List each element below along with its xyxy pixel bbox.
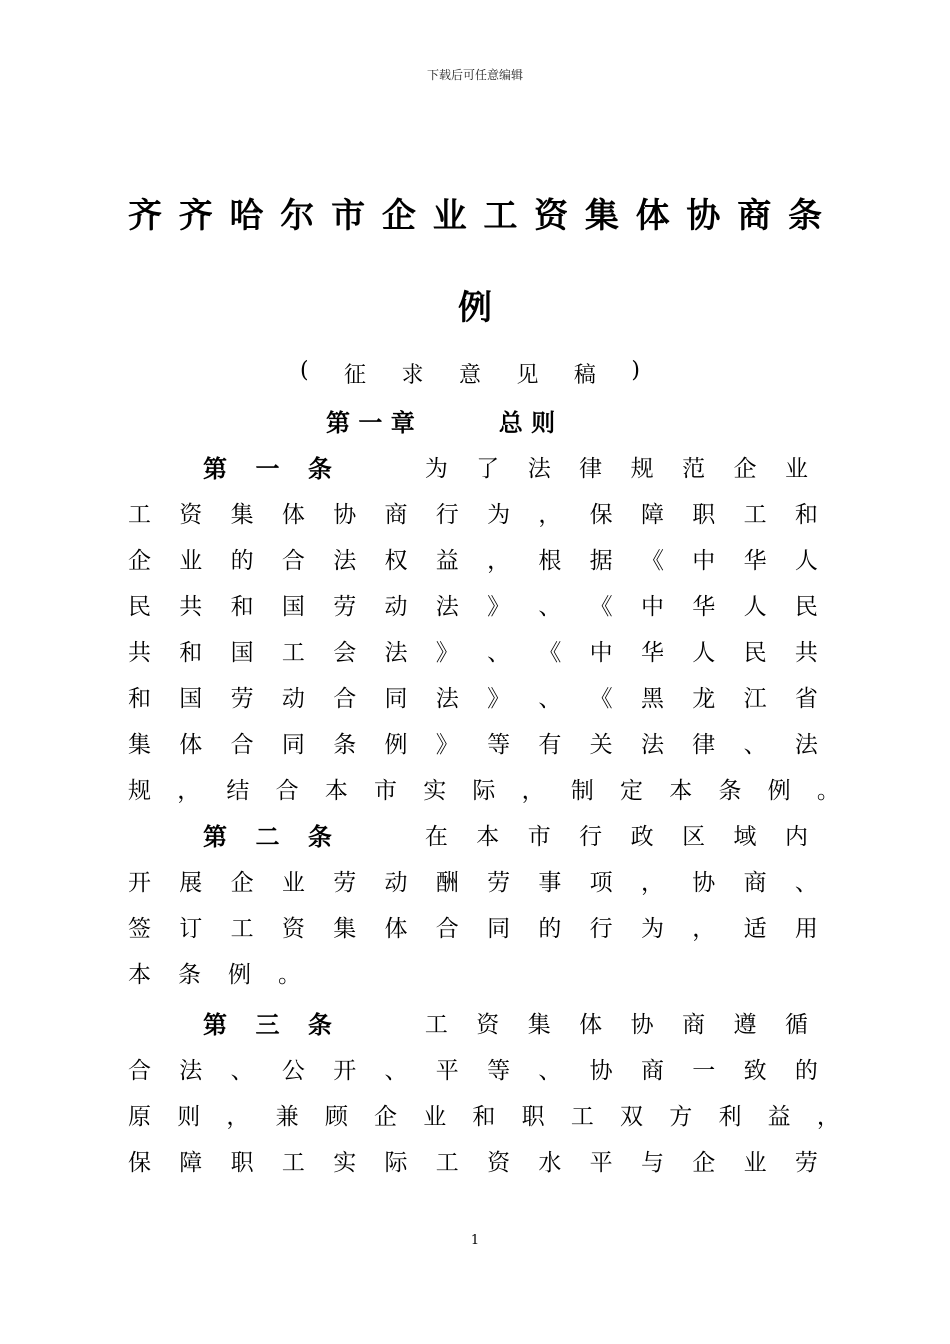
subtitle-char: 求 bbox=[401, 363, 424, 388]
title-char: 业 bbox=[432, 196, 467, 236]
text-char: 工 bbox=[281, 1149, 305, 1176]
text-char: 工 bbox=[570, 1103, 594, 1130]
text-char: 政 bbox=[630, 823, 654, 850]
text-char: 根 bbox=[538, 547, 562, 574]
document-title-line1 bbox=[128, 188, 822, 237]
text-char: 遵 bbox=[733, 1011, 757, 1038]
text-char: 和 bbox=[472, 1103, 496, 1130]
text-char: 体 bbox=[384, 915, 408, 942]
title-char: 企 bbox=[381, 196, 416, 236]
text-char: 同 bbox=[281, 731, 305, 758]
chapter-name: 总 则 bbox=[498, 409, 556, 437]
text-line bbox=[128, 860, 818, 900]
text-line bbox=[128, 676, 818, 716]
text-char: 例 bbox=[384, 731, 408, 758]
text-char: 本 bbox=[669, 777, 693, 804]
text-char: 实 bbox=[423, 777, 447, 804]
title-char: 工 bbox=[483, 196, 518, 236]
text-char: 黑 bbox=[640, 685, 664, 712]
text-char: 工 bbox=[281, 639, 305, 666]
text-char: 和 bbox=[230, 593, 254, 620]
text-char: 、 bbox=[538, 685, 562, 712]
text-char: 》 bbox=[487, 685, 511, 712]
text-char: 有 bbox=[538, 731, 562, 758]
text-char: 为 bbox=[424, 455, 448, 482]
title-char: 体 bbox=[635, 196, 670, 236]
text-char: 》 bbox=[435, 639, 459, 666]
text-char: 中 bbox=[640, 593, 664, 620]
text-char: 等 bbox=[487, 731, 511, 758]
text-char: 业 bbox=[784, 455, 808, 482]
text-char: 、 bbox=[487, 639, 511, 666]
text-char: 与 bbox=[640, 1149, 664, 1176]
text-char: 华 bbox=[692, 593, 716, 620]
text-char: 动 bbox=[281, 685, 305, 712]
text-char: 共 bbox=[128, 639, 151, 666]
text-char: 的 bbox=[538, 915, 562, 942]
text-char: 中 bbox=[589, 639, 613, 666]
text-char: 法 bbox=[435, 593, 459, 620]
text-char: 动 bbox=[384, 593, 408, 620]
text-char: 双 bbox=[620, 1103, 644, 1130]
title-char: 商 bbox=[737, 196, 772, 236]
subtitle-draft-note bbox=[300, 358, 640, 389]
text-char: 合 bbox=[230, 731, 254, 758]
text-char: 劳 bbox=[487, 869, 511, 896]
text-char: 法 bbox=[527, 455, 551, 482]
text-line bbox=[128, 722, 818, 762]
text-char: 协 bbox=[333, 501, 357, 528]
text-char: 省 bbox=[794, 685, 818, 712]
text-char: 民 bbox=[794, 593, 818, 620]
article-first-line bbox=[203, 446, 808, 486]
title-char: 哈 bbox=[229, 196, 264, 236]
text-char: 职 bbox=[230, 1149, 254, 1176]
text-char: 域 bbox=[733, 823, 757, 850]
text-char: 国 bbox=[230, 639, 254, 666]
text-char: 一 bbox=[692, 1057, 716, 1084]
text-char: ， bbox=[226, 1103, 250, 1130]
text-char: 内 bbox=[784, 823, 808, 850]
text-char: 民 bbox=[128, 593, 151, 620]
text-char: 际 bbox=[384, 1149, 408, 1176]
text-char: 障 bbox=[640, 501, 664, 528]
text-char: 规 bbox=[128, 777, 151, 804]
title-char: 齐 bbox=[128, 196, 162, 236]
text-char: 水 bbox=[538, 1149, 562, 1176]
text-char: 定 bbox=[620, 777, 644, 804]
page-header: 下载后可任意编辑 bbox=[426, 68, 523, 82]
text-line bbox=[128, 1140, 818, 1180]
title-char: 集 bbox=[584, 196, 619, 236]
text-char: 企 bbox=[230, 869, 254, 896]
text-char: 为 bbox=[640, 915, 664, 942]
text-char: 保 bbox=[128, 1149, 151, 1176]
text-char: 共 bbox=[794, 639, 818, 666]
text-char: 权 bbox=[384, 547, 408, 574]
text-line bbox=[128, 630, 818, 670]
text-char: 利 bbox=[718, 1103, 742, 1130]
text-char: 本 bbox=[324, 777, 348, 804]
text-char: 例 bbox=[767, 777, 791, 804]
text-char: 和 bbox=[128, 685, 151, 712]
text-char: 合 bbox=[333, 685, 357, 712]
text-char: 公 bbox=[281, 1057, 305, 1084]
text-char: 合 bbox=[275, 777, 299, 804]
text-char: 法 bbox=[435, 685, 459, 712]
text-char: 行 bbox=[589, 915, 613, 942]
text-char: ， bbox=[816, 1103, 840, 1130]
text-char: 开 bbox=[128, 869, 151, 896]
text-char: 。 bbox=[816, 777, 840, 804]
text-char: ， bbox=[692, 915, 716, 942]
text-char: 人 bbox=[794, 547, 818, 574]
text-char: 协 bbox=[692, 869, 716, 896]
text-char: 业 bbox=[423, 1103, 447, 1130]
text-char: 制 bbox=[570, 777, 594, 804]
chapter-number: 第 一 章 bbox=[326, 409, 415, 437]
text-char: 市 bbox=[374, 777, 398, 804]
subtitle-char: 稿 bbox=[573, 363, 596, 388]
text-line bbox=[128, 1048, 818, 1088]
text-char: 体 bbox=[579, 1011, 603, 1038]
text-char: 例 bbox=[228, 961, 251, 988]
text-char: 企 bbox=[128, 547, 151, 574]
title-char: 齐 bbox=[178, 196, 213, 236]
text-char: 方 bbox=[669, 1103, 693, 1130]
text-char: 适 bbox=[743, 915, 767, 942]
text-char: 国 bbox=[179, 685, 203, 712]
text-char: 工 bbox=[435, 1149, 459, 1176]
text-char: 结 bbox=[226, 777, 250, 804]
text-char: 本 bbox=[128, 961, 151, 988]
text-char: 益 bbox=[435, 547, 459, 574]
text-char: 民 bbox=[743, 639, 767, 666]
text-char: 行 bbox=[435, 501, 459, 528]
article-label-char: 条 bbox=[307, 1010, 332, 1039]
text-char: 人 bbox=[692, 639, 716, 666]
text-char: 订 bbox=[179, 915, 203, 942]
text-char: 集 bbox=[333, 915, 357, 942]
text-char: 资 bbox=[487, 1149, 511, 1176]
text-char: 人 bbox=[743, 593, 767, 620]
text-char: 为 bbox=[487, 501, 511, 528]
text-char: 、 bbox=[538, 1057, 562, 1084]
article-label-char: 条 bbox=[307, 454, 332, 483]
text-char: 兼 bbox=[275, 1103, 299, 1130]
text-char: 开 bbox=[333, 1057, 357, 1084]
text-char: 工 bbox=[128, 501, 151, 528]
text-char: 。 bbox=[278, 961, 301, 988]
text-char: 劳 bbox=[230, 685, 254, 712]
text-char: 法 bbox=[333, 547, 357, 574]
text-char: 中 bbox=[692, 547, 716, 574]
chapter-heading bbox=[326, 403, 555, 438]
text-char: 的 bbox=[230, 547, 254, 574]
text-char: 龙 bbox=[692, 685, 716, 712]
text-char: 益 bbox=[767, 1103, 791, 1130]
article-label-char: 条 bbox=[307, 822, 332, 851]
text-char: 项 bbox=[589, 869, 613, 896]
text-char: 致 bbox=[743, 1057, 767, 1084]
text-char: 《 bbox=[589, 685, 613, 712]
text-char: ， bbox=[640, 869, 664, 896]
subtitle-char: 意 bbox=[458, 363, 481, 388]
text-char: 华 bbox=[743, 547, 767, 574]
text-char: 范 bbox=[682, 455, 706, 482]
text-char: 酬 bbox=[435, 869, 459, 896]
text-char: 《 bbox=[640, 547, 664, 574]
text-char: 协 bbox=[630, 1011, 654, 1038]
title-char: 尔 bbox=[280, 196, 315, 236]
article-first-line bbox=[203, 1002, 808, 1042]
text-char: ， bbox=[521, 777, 545, 804]
text-char: 顾 bbox=[324, 1103, 348, 1130]
text-char: 原 bbox=[128, 1103, 151, 1130]
text-char: ， bbox=[487, 547, 511, 574]
text-char: 规 bbox=[630, 455, 654, 482]
text-char: 资 bbox=[281, 915, 305, 942]
text-char: 律 bbox=[579, 455, 603, 482]
article-label-char: 一 bbox=[255, 454, 280, 483]
text-char: 劳 bbox=[333, 593, 357, 620]
text-char: 业 bbox=[281, 869, 305, 896]
text-char: 合 bbox=[435, 915, 459, 942]
text-char: 集 bbox=[128, 731, 151, 758]
text-char: 体 bbox=[281, 501, 305, 528]
text-char: 工 bbox=[743, 501, 767, 528]
text-char: 商 bbox=[682, 1011, 706, 1038]
subtitle-char: ) bbox=[631, 358, 640, 383]
text-char: 、 bbox=[794, 869, 818, 896]
text-char: 、 bbox=[384, 1057, 408, 1084]
text-line bbox=[128, 906, 818, 946]
text-char: 《 bbox=[589, 593, 613, 620]
text-char: 同 bbox=[384, 685, 408, 712]
text-char: 则 bbox=[177, 1103, 201, 1130]
text-char: 际 bbox=[472, 777, 496, 804]
text-char: 签 bbox=[128, 915, 151, 942]
text-char: 动 bbox=[384, 869, 408, 896]
text-char: 业 bbox=[179, 547, 203, 574]
text-char: 法 bbox=[179, 1057, 203, 1084]
text-char: 》 bbox=[435, 731, 459, 758]
text-char: 法 bbox=[640, 731, 664, 758]
text-char: 、 bbox=[538, 593, 562, 620]
title-char: 条 bbox=[787, 196, 822, 236]
text-char: 区 bbox=[682, 823, 706, 850]
document-title-line2: 例 bbox=[458, 288, 492, 328]
text-char: 行 bbox=[579, 823, 603, 850]
text-char: 商 bbox=[384, 501, 408, 528]
text-char: 资 bbox=[179, 501, 203, 528]
text-char: 企 bbox=[692, 1149, 716, 1176]
text-char: 事 bbox=[538, 869, 562, 896]
text-char: 合 bbox=[128, 1057, 151, 1084]
text-char: 保 bbox=[589, 501, 613, 528]
text-char: 平 bbox=[435, 1057, 459, 1084]
text-char: 的 bbox=[794, 1057, 818, 1084]
title-char: 资 bbox=[534, 196, 569, 236]
article-label-char: 第 bbox=[203, 1010, 227, 1039]
text-char: 资 bbox=[476, 1011, 500, 1038]
text-char: 江 bbox=[743, 685, 767, 712]
text-line bbox=[128, 538, 818, 578]
text-line bbox=[128, 492, 818, 532]
article-label-char: 二 bbox=[255, 822, 280, 851]
text-char: 等 bbox=[487, 1057, 511, 1084]
text-char: 体 bbox=[179, 731, 203, 758]
text-char: 法 bbox=[384, 639, 408, 666]
text-char: 劳 bbox=[794, 1149, 818, 1176]
text-char: 实 bbox=[333, 1149, 357, 1176]
text-char: 障 bbox=[179, 1149, 203, 1176]
text-char: 工 bbox=[424, 1011, 448, 1038]
text-char: 会 bbox=[333, 639, 357, 666]
text-char: 合 bbox=[281, 547, 305, 574]
text-char: 了 bbox=[476, 455, 500, 482]
text-char: 工 bbox=[230, 915, 254, 942]
subtitle-char: 征 bbox=[344, 363, 367, 388]
text-char: 本 bbox=[476, 823, 500, 850]
text-char: 商 bbox=[743, 869, 767, 896]
text-char: 职 bbox=[521, 1103, 545, 1130]
text-char: ， bbox=[177, 777, 201, 804]
text-char: 用 bbox=[794, 915, 818, 942]
text-char: 条 bbox=[333, 731, 357, 758]
subtitle-char: ( bbox=[300, 358, 309, 383]
article-label-char: 第 bbox=[203, 454, 227, 483]
text-char: 职 bbox=[692, 501, 716, 528]
text-char: 同 bbox=[487, 915, 511, 942]
subtitle-char: 见 bbox=[516, 363, 539, 388]
page-number: 1 bbox=[470, 1233, 480, 1248]
text-line bbox=[128, 1094, 840, 1134]
text-char: 企 bbox=[374, 1103, 398, 1130]
title-char: 市 bbox=[331, 196, 366, 236]
article-label-char: 第 bbox=[203, 822, 227, 851]
text-char: 关 bbox=[589, 731, 613, 758]
text-char: 条 bbox=[178, 961, 201, 988]
text-char: 》 bbox=[487, 593, 511, 620]
text-char: 企 bbox=[733, 455, 757, 482]
text-char: 据 bbox=[589, 547, 613, 574]
text-char: 协 bbox=[589, 1057, 613, 1084]
text-char: 市 bbox=[527, 823, 551, 850]
text-char: 和 bbox=[794, 501, 818, 528]
text-char: 劳 bbox=[333, 869, 357, 896]
text-char: 华 bbox=[640, 639, 664, 666]
text-char: 和 bbox=[179, 639, 203, 666]
text-line bbox=[128, 952, 818, 992]
text-char: 、 bbox=[743, 731, 767, 758]
article-first-line bbox=[203, 814, 808, 854]
text-char: 循 bbox=[784, 1011, 808, 1038]
text-char: 平 bbox=[589, 1149, 613, 1176]
text-char: 国 bbox=[281, 593, 305, 620]
text-char: 在 bbox=[424, 823, 448, 850]
text-char: 集 bbox=[527, 1011, 551, 1038]
text-char: ， bbox=[538, 501, 562, 528]
text-char: 法 bbox=[794, 731, 818, 758]
text-char: 展 bbox=[179, 869, 203, 896]
title-char: 协 bbox=[686, 196, 721, 236]
text-char: 、 bbox=[230, 1057, 254, 1084]
text-line bbox=[128, 584, 818, 624]
text-char: 集 bbox=[230, 501, 254, 528]
article-label-char: 三 bbox=[255, 1010, 280, 1039]
text-char: 《 bbox=[538, 639, 562, 666]
text-char: 共 bbox=[179, 593, 203, 620]
text-char: 业 bbox=[743, 1149, 767, 1176]
text-char: 律 bbox=[692, 731, 716, 758]
text-char: 商 bbox=[640, 1057, 664, 1084]
text-char: 条 bbox=[718, 777, 742, 804]
text-line bbox=[128, 768, 840, 808]
